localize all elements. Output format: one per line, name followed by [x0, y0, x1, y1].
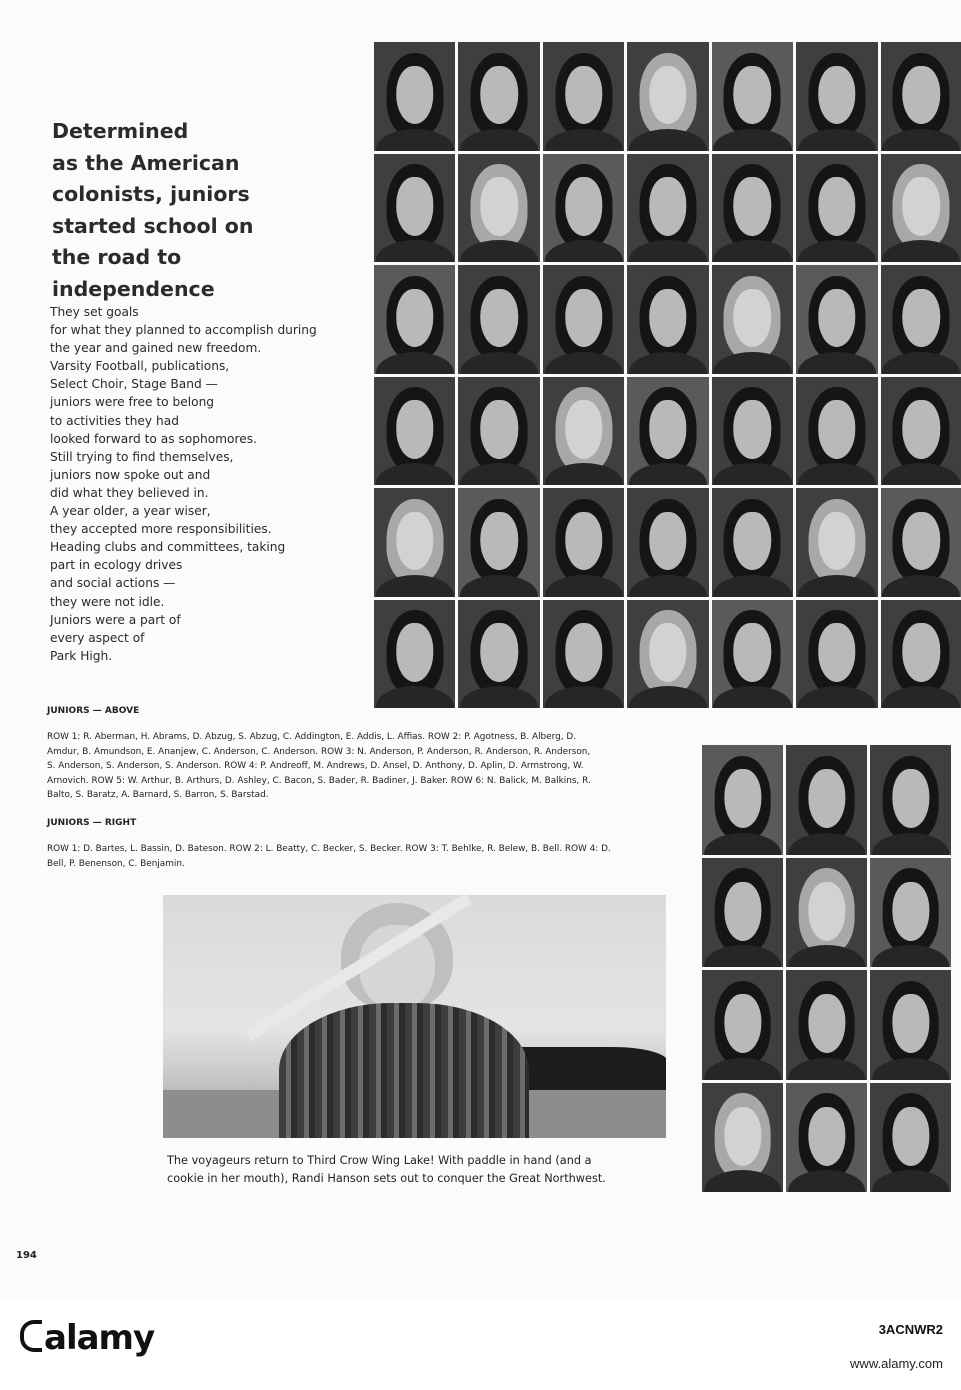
portrait-face: [649, 623, 686, 682]
body-line: part in ecology drives: [50, 558, 183, 573]
body-line: and social actions —: [50, 576, 176, 591]
juniors-right-names: [47, 842, 677, 871]
portrait-face: [565, 177, 602, 236]
portrait-grid-above: [374, 42, 961, 708]
student-portrait: [786, 970, 867, 1080]
student-portrait: [702, 745, 783, 855]
body-line: Heading clubs and committees, taking: [50, 540, 286, 555]
portrait-shoulders: [544, 686, 622, 708]
student-portrait: [543, 377, 624, 486]
portrait-shoulders: [798, 352, 876, 374]
portrait-shoulders: [376, 240, 454, 262]
portrait-face: [892, 882, 929, 941]
names-line: ROW 1: D. Bartes, L. Bassin, D. Bateson. ROW 2: L. Beatty, C. Becker, S. Becker. ROW 3: T. Behlke, R. Belew, B. Bell. ROW 4: D.: [47, 844, 611, 854]
student-portrait: [786, 858, 867, 968]
portrait-shoulders: [872, 1170, 950, 1192]
portrait-face: [565, 400, 602, 459]
body-line: the year and gained new freedom.: [50, 341, 262, 356]
portrait-shoulders: [460, 129, 538, 151]
portrait-shoulders: [704, 833, 782, 855]
names-line: ROW 1: R. Aberman, H. Abrams, D. Abzug, S. Abzug, C. Addington, E. Addis, L. Affias. ROW 2: P. Agotness, B. Alberg, D.: [47, 732, 577, 742]
body-line: they accepted more responsibilities.: [50, 522, 272, 537]
image-id: 3ACNWR2: [878, 1322, 943, 1337]
body-line: juniors now spoke out and: [50, 467, 211, 482]
portrait-face: [808, 1107, 845, 1166]
portrait-face: [903, 177, 940, 236]
portrait-face: [892, 1107, 929, 1166]
site-url: www.alamy.com: [850, 1356, 943, 1371]
student-portrait: [374, 377, 455, 486]
student-portrait: [458, 488, 539, 597]
logo-text: alamy: [44, 1318, 155, 1358]
photo-caption: [167, 1152, 687, 1188]
portrait-shoulders: [704, 1058, 782, 1080]
student-portrait: [881, 154, 961, 263]
student-portrait: [702, 858, 783, 968]
portrait-face: [818, 177, 855, 236]
portrait-shoulders: [544, 463, 622, 485]
student-portrait: [881, 600, 961, 709]
body-line: Park High.: [50, 648, 113, 663]
portrait-shoulders: [882, 129, 960, 151]
portrait-shoulders: [788, 945, 866, 967]
portrait-face: [480, 66, 517, 125]
portrait-shoulders: [798, 463, 876, 485]
headline-line: as the American: [52, 150, 240, 175]
portrait-face: [734, 289, 771, 348]
body-line: A year older, a year wiser,: [50, 504, 211, 519]
student-portrait: [712, 265, 793, 374]
body-line: Select Choir, Stage Band —: [50, 377, 218, 392]
portrait-shoulders: [629, 240, 707, 262]
student-portrait: [543, 600, 624, 709]
portrait-shoulders: [629, 686, 707, 708]
student-portrait: [702, 1083, 783, 1193]
headline-line: Determined: [52, 119, 189, 143]
portrait-face: [734, 400, 771, 459]
portrait-shoulders: [460, 240, 538, 262]
portrait-shoulders: [713, 575, 791, 597]
student-portrait: [374, 154, 455, 263]
portrait-shoulders: [798, 240, 876, 262]
portrait-shoulders: [376, 129, 454, 151]
student-portrait: [702, 970, 783, 1080]
names-line: S. Anderson, S. Anderson, S. Anderson. ROW 4: P. Andreoff, M. Andrews, D. Ansel, D. Anthony, D. Aplin, D. Armstrong, W.: [47, 761, 584, 771]
portrait-shoulders: [629, 129, 707, 151]
portrait-face: [396, 177, 433, 236]
portrait-face: [903, 623, 940, 682]
student-portrait: [627, 377, 708, 486]
student-portrait: [543, 488, 624, 597]
portrait-shoulders: [713, 352, 791, 374]
portrait-shoulders: [376, 575, 454, 597]
student-portrait: [458, 600, 539, 709]
student-portrait: [796, 488, 877, 597]
body-line: Still trying to find themselves,: [50, 449, 234, 464]
student-portrait: [458, 42, 539, 151]
body-line: looked forward to as sophomores.: [50, 431, 257, 446]
student-portrait: [870, 970, 951, 1080]
alamy-logo: [20, 1318, 154, 1358]
portrait-face: [818, 623, 855, 682]
alamy-mark-icon: [20, 1320, 42, 1352]
portrait-shoulders: [798, 686, 876, 708]
portrait-shoulders: [544, 129, 622, 151]
headline: [52, 116, 352, 305]
portrait-face: [818, 400, 855, 459]
student-portrait: [881, 488, 961, 597]
student-portrait: [458, 265, 539, 374]
portrait-face: [649, 512, 686, 571]
portrait-face: [480, 177, 517, 236]
names-line: Bell, P. Benenson, C. Benjamin.: [47, 858, 185, 869]
portrait-shoulders: [882, 686, 960, 708]
portrait-face: [903, 289, 940, 348]
portrait-shoulders: [713, 686, 791, 708]
portrait-shoulders: [629, 575, 707, 597]
headline-line: independence: [52, 276, 215, 301]
student-portrait: [374, 265, 455, 374]
juniors-above-names: [47, 730, 677, 803]
portrait-shoulders: [376, 463, 454, 485]
student-portrait: [786, 745, 867, 855]
portrait-shoulders: [376, 352, 454, 374]
student-portrait: [881, 377, 961, 486]
portrait-face: [903, 400, 940, 459]
portrait-face: [396, 400, 433, 459]
portrait-shoulders: [544, 575, 622, 597]
names-line: Balto, S. Baratz, A. Barnard, S. Barron, S. Barstad.: [47, 790, 269, 800]
portrait-shoulders: [460, 686, 538, 708]
body-line: every aspect of: [50, 630, 145, 645]
body-line: They set goals: [50, 305, 139, 319]
headline-line: started school on: [52, 213, 254, 238]
portrait-face: [649, 400, 686, 459]
names-line: Arnovich. ROW 5: W. Arthur, B. Arthurs, D. Ashley, C. Bacon, S. Bader, R. Badiner, J. Baker. ROW 6: N. Balick, M. Balkins, R.: [47, 775, 591, 786]
page-number: 194: [16, 1250, 37, 1261]
portrait-face: [480, 289, 517, 348]
student-portrait: [627, 42, 708, 151]
student-portrait: [627, 600, 708, 709]
portrait-shoulders: [460, 575, 538, 597]
body-line: did what they believed in.: [50, 485, 209, 500]
student-portrait: [870, 745, 951, 855]
portrait-face: [565, 512, 602, 571]
student-portrait: [712, 154, 793, 263]
student-portrait: [374, 42, 455, 151]
student-portrait: [796, 600, 877, 709]
portrait-shoulders: [788, 1170, 866, 1192]
portrait-face: [724, 1107, 761, 1166]
portrait-shoulders: [460, 463, 538, 485]
portrait-face: [724, 769, 761, 828]
caption-line: The voyageurs return to Third Crow Wing Lake! With paddle in hand (and a: [167, 1154, 592, 1167]
student-portrait: [712, 600, 793, 709]
portrait-face: [480, 400, 517, 459]
portrait-shoulders: [788, 833, 866, 855]
portrait-shoulders: [882, 240, 960, 262]
canoe-photo: [163, 895, 666, 1138]
portrait-shoulders: [713, 240, 791, 262]
names-line: Amdur, B. Amundson, E. Ananjew, C. Anderson, C. Anderson. ROW 3: N. Anderson, P. Anderson, R. Anderson, R. Anderson,: [47, 746, 591, 757]
student-portrait: [796, 42, 877, 151]
portrait-shoulders: [872, 1058, 950, 1080]
portrait-face: [396, 623, 433, 682]
portrait-face: [396, 289, 433, 348]
portrait-face: [818, 512, 855, 571]
portrait-shoulders: [872, 945, 950, 967]
portrait-face: [649, 66, 686, 125]
headline-line: colonists, juniors: [52, 182, 250, 206]
student-portrait: [374, 600, 455, 709]
portrait-face: [724, 882, 761, 941]
body-line: to activities they had: [50, 413, 179, 428]
headline-line: the road to: [52, 245, 182, 269]
portrait-shoulders: [544, 240, 622, 262]
student-portrait: [796, 377, 877, 486]
student-portrait: [712, 42, 793, 151]
portrait-face: [565, 289, 602, 348]
student-portrait: [458, 154, 539, 263]
portrait-face: [892, 769, 929, 828]
portrait-face: [808, 994, 845, 1053]
body-line: juniors were free to belong: [50, 395, 215, 410]
portrait-face: [724, 994, 761, 1053]
portrait-face: [565, 66, 602, 125]
student-portrait: [870, 858, 951, 968]
student-portrait: [881, 265, 961, 374]
portrait-shoulders: [713, 129, 791, 151]
portrait-face: [734, 66, 771, 125]
portrait-shoulders: [872, 833, 950, 855]
portrait-shoulders: [798, 129, 876, 151]
portrait-shoulders: [882, 463, 960, 485]
portrait-face: [818, 66, 855, 125]
portrait-face: [649, 177, 686, 236]
student-portrait: [627, 265, 708, 374]
portrait-shoulders: [704, 945, 782, 967]
student-portrait: [458, 377, 539, 486]
student-portrait: [881, 42, 961, 151]
body-line: Juniors were a part of: [50, 612, 181, 627]
portrait-face: [480, 512, 517, 571]
juniors-right-label: JUNIORS — RIGHT: [47, 818, 137, 828]
portrait-face: [396, 512, 433, 571]
portrait-face: [734, 623, 771, 682]
student-portrait: [627, 488, 708, 597]
student-portrait: [543, 154, 624, 263]
student-portrait: [796, 154, 877, 263]
portrait-face: [808, 882, 845, 941]
portrait-shoulders: [376, 686, 454, 708]
body-line: for what they planned to accomplish during: [50, 323, 317, 338]
portrait-face: [480, 623, 517, 682]
portrait-shoulders: [629, 463, 707, 485]
student-portrait: [796, 265, 877, 374]
juniors-above-label: JUNIORS — ABOVE: [47, 706, 140, 716]
portrait-face: [818, 289, 855, 348]
portrait-face: [565, 623, 602, 682]
student-portrait: [627, 154, 708, 263]
portrait-face: [892, 994, 929, 1053]
portrait-shoulders: [629, 352, 707, 374]
portrait-face: [734, 512, 771, 571]
portrait-face: [396, 66, 433, 125]
portrait-shoulders: [788, 1058, 866, 1080]
portrait-face: [903, 512, 940, 571]
student-portrait: [786, 1083, 867, 1193]
portrait-face: [649, 289, 686, 348]
body-line: they were not idle.: [50, 594, 165, 609]
body-line: Varsity Football, publications,: [50, 359, 230, 374]
student-portrait: [870, 1083, 951, 1193]
portrait-shoulders: [460, 352, 538, 374]
portrait-shoulders: [544, 352, 622, 374]
portrait-shoulders: [882, 575, 960, 597]
intro-paragraph: [50, 303, 350, 665]
student-portrait: [712, 377, 793, 486]
portrait-face: [808, 769, 845, 828]
portrait-face: [734, 177, 771, 236]
portrait-shoulders: [798, 575, 876, 597]
caption-line: cookie in her mouth), Randi Hanson sets out to conquer the Great Northwest.: [167, 1172, 606, 1185]
student-portrait: [712, 488, 793, 597]
portrait-shoulders: [882, 352, 960, 374]
portrait-shoulders: [713, 463, 791, 485]
student-portrait: [374, 488, 455, 597]
student-portrait: [543, 42, 624, 151]
plaid-shirt: [279, 1003, 529, 1138]
portrait-grid-right: [702, 745, 951, 1192]
portrait-shoulders: [704, 1170, 782, 1192]
portrait-face: [903, 66, 940, 125]
student-portrait: [543, 265, 624, 374]
